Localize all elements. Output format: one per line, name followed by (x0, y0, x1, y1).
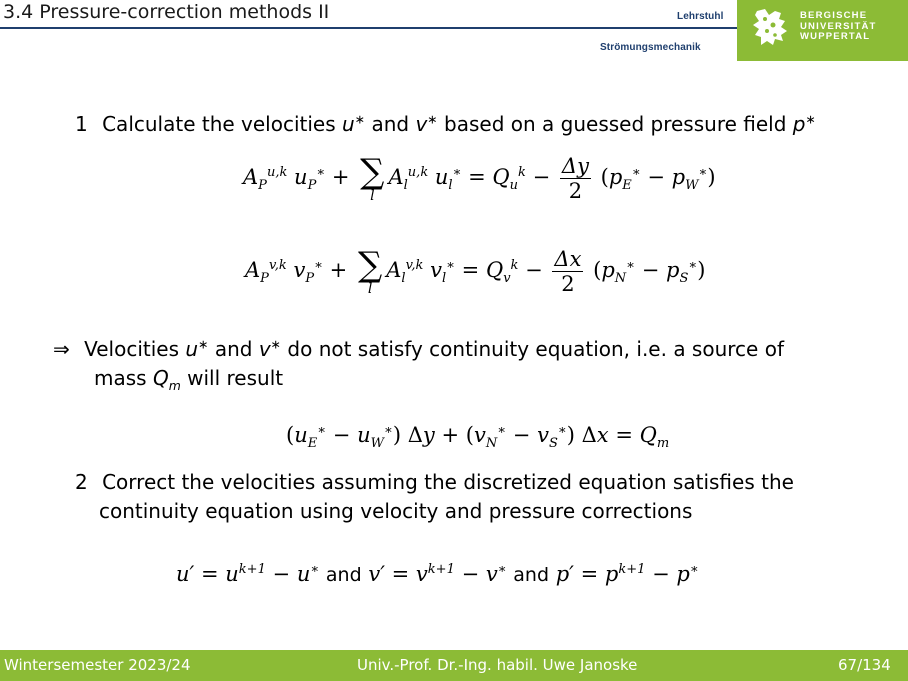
correction-definitions: $u' = u^{k+1} - u^∗$ and $v' = v^{k+1} - v^∗$ and $p' = p^{k+1} - p^∗$ (176, 562, 699, 586)
continuity-equation: $(u_E^∗ - u_W^∗) \Delta y + (v_N^∗ - v_S^∗) \Delta x = Q_m$ (286, 423, 670, 452)
momentum-equation-u: $A_P^{u,k}$ $u_P^∗$ + ∑ l $A_l^{u,k}$ $u_l^∗ = Q_u^k$ − $\frac{\Delta y}{2}$ $(p_E^∗ - p_W^∗)$ (243, 151, 716, 204)
implication-line-1: ⇒ Velocities u∗ and v∗ do not satisfy continuity equation, i.e. a source of (53, 336, 784, 361)
momentum-equation-v: $A_P^{v,k}$ $v_P^∗$ + ∑ l $A_l^{v,k}$ $v_l^∗ = Q_v^k$ − $\frac{\Delta x}{2}$ $(p_N^∗ - p_S^∗)$ (245, 244, 706, 297)
slide-title: 3.4 Pressure-correction methods II (3, 1, 330, 23)
chair-name-line2: Strömungsmechanik (600, 42, 701, 53)
step-text: Correct the velocities assuming the discretized equation satisfies the (102, 470, 794, 494)
footer-page-number: 67/134 (838, 656, 891, 674)
university-name-line: BERGISCHE (800, 10, 868, 21)
step-number: 2 (75, 470, 88, 494)
slide-footer (0, 650, 908, 681)
step-1 (75, 111, 816, 138)
step-2 (75, 469, 794, 496)
university-name-line: WUPPERTAL (800, 31, 871, 42)
step-text: Calculate the velocities u∗ and v∗ based on a guessed pressure field p∗ (102, 111, 816, 136)
step-2-line-2: continuity equation using velocity and pressure corrections (99, 499, 693, 523)
implies-arrow-icon: ⇒ (53, 337, 70, 361)
footer-lecturer: Univ.-Prof. Dr.-Ing. habil. Uwe Janoske (357, 656, 638, 674)
step-number: 1 (75, 112, 88, 136)
implication-line-2: mass $Q_m$ will result (94, 366, 284, 393)
footer-semester: Wintersemester 2023/24 (4, 656, 191, 674)
university-name-line: UNIVERSITÄT (800, 20, 877, 32)
chair-name-line1: Lehrstuhl (677, 11, 724, 22)
